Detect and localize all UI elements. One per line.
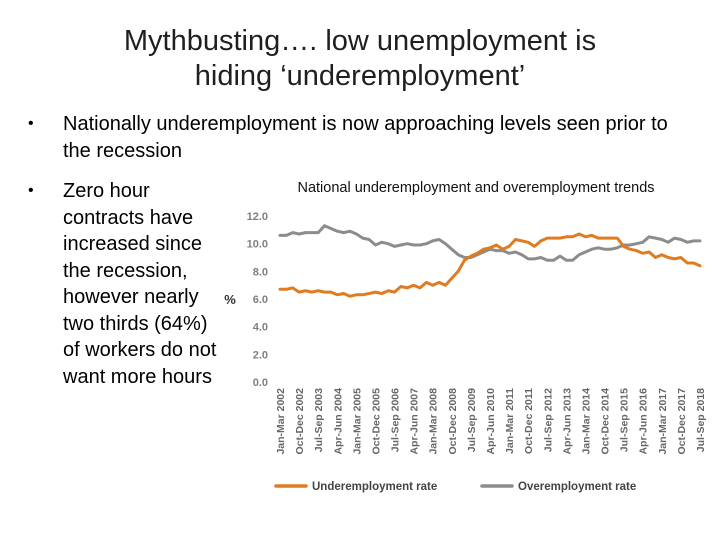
- y-tick-label: 10.0: [246, 238, 268, 251]
- x-tick-label: Jan-Mar 2005: [351, 388, 364, 455]
- slide-title-line-2: hiding ‘underemployment’: [194, 60, 526, 92]
- legend-label: Overemployment rate: [518, 481, 637, 493]
- x-tick-label: Jul-Sep 2003: [313, 388, 326, 453]
- slide-title-line-1: Mythbusting…. low unemployment is: [123, 25, 597, 57]
- y-tick-label: 6.0: [252, 294, 268, 306]
- y-tick-label: 0.0: [252, 377, 268, 389]
- x-tick-label: Jan-Mar 2002: [275, 388, 287, 455]
- y-tick-label: 2.0: [252, 349, 268, 362]
- x-tick-label: Oct-Dec 2002: [294, 388, 307, 455]
- x-tick-label: Apr-Jun 2010: [485, 388, 497, 455]
- x-tick-label: Apr-Jun 2013: [561, 388, 574, 455]
- x-tick-label: Oct-Dec 2008: [446, 388, 459, 455]
- x-tick-label: Oct-Dec 2011: [523, 388, 536, 454]
- x-tick-label: Apr-Jun 2007: [408, 388, 421, 455]
- x-tick-label: Jul-Sep 2006: [389, 388, 402, 453]
- bullet-text-1: Nationally underemployment is now approaching levels seen prior to the recession: [63, 113, 668, 162]
- x-tick-label: Apr-Jun 2004: [332, 388, 345, 455]
- chart-title: National underemployment and overemployment trends: [297, 180, 655, 196]
- slide-title: [40, 24, 680, 94]
- x-tick-label: Jul-Sep 2015: [618, 388, 631, 453]
- bullet-item-1: [28, 111, 688, 171]
- x-tick-label: Oct-Dec 2017: [675, 387, 688, 455]
- line-chart: [220, 200, 710, 500]
- x-tick-label: Oct-Dec 2005: [370, 388, 383, 455]
- x-tick-label: Jan-Mar 2011: [504, 388, 517, 454]
- y-tick-label: 4.0: [252, 321, 268, 334]
- bullet-marker-icon: •: [28, 115, 34, 132]
- series-line-overemployment-rate: [280, 226, 700, 261]
- y-tick-label: 12.0: [246, 211, 268, 223]
- x-tick-label: Apr-Jun 2016: [637, 388, 650, 455]
- bullet-marker-icon: •: [28, 182, 34, 199]
- x-tick-label: Jul-Sep 2009: [465, 388, 478, 453]
- bullet-text-2: Zero hour contracts have increased since the recession, however nearly two thirds (64%) of workers do not want more hours: [63, 180, 217, 388]
- bullet-item-2: [28, 178, 228, 478]
- x-tick-label: Jul-Sep 2018: [695, 388, 707, 453]
- legend-label: Underemployment rate: [312, 481, 438, 493]
- y-tick-label: 8.0: [252, 266, 268, 279]
- x-tick-label: Jul-Sep 2012: [542, 388, 555, 453]
- x-tick-label: Oct-Dec 2014: [599, 388, 612, 455]
- x-tick-label: Jan-Mar 2008: [427, 388, 440, 455]
- y-axis-label: %: [224, 292, 236, 307]
- x-tick-label: Jan-Mar 2017: [656, 388, 669, 455]
- x-tick-label: Jan-Mar 2014: [580, 388, 593, 455]
